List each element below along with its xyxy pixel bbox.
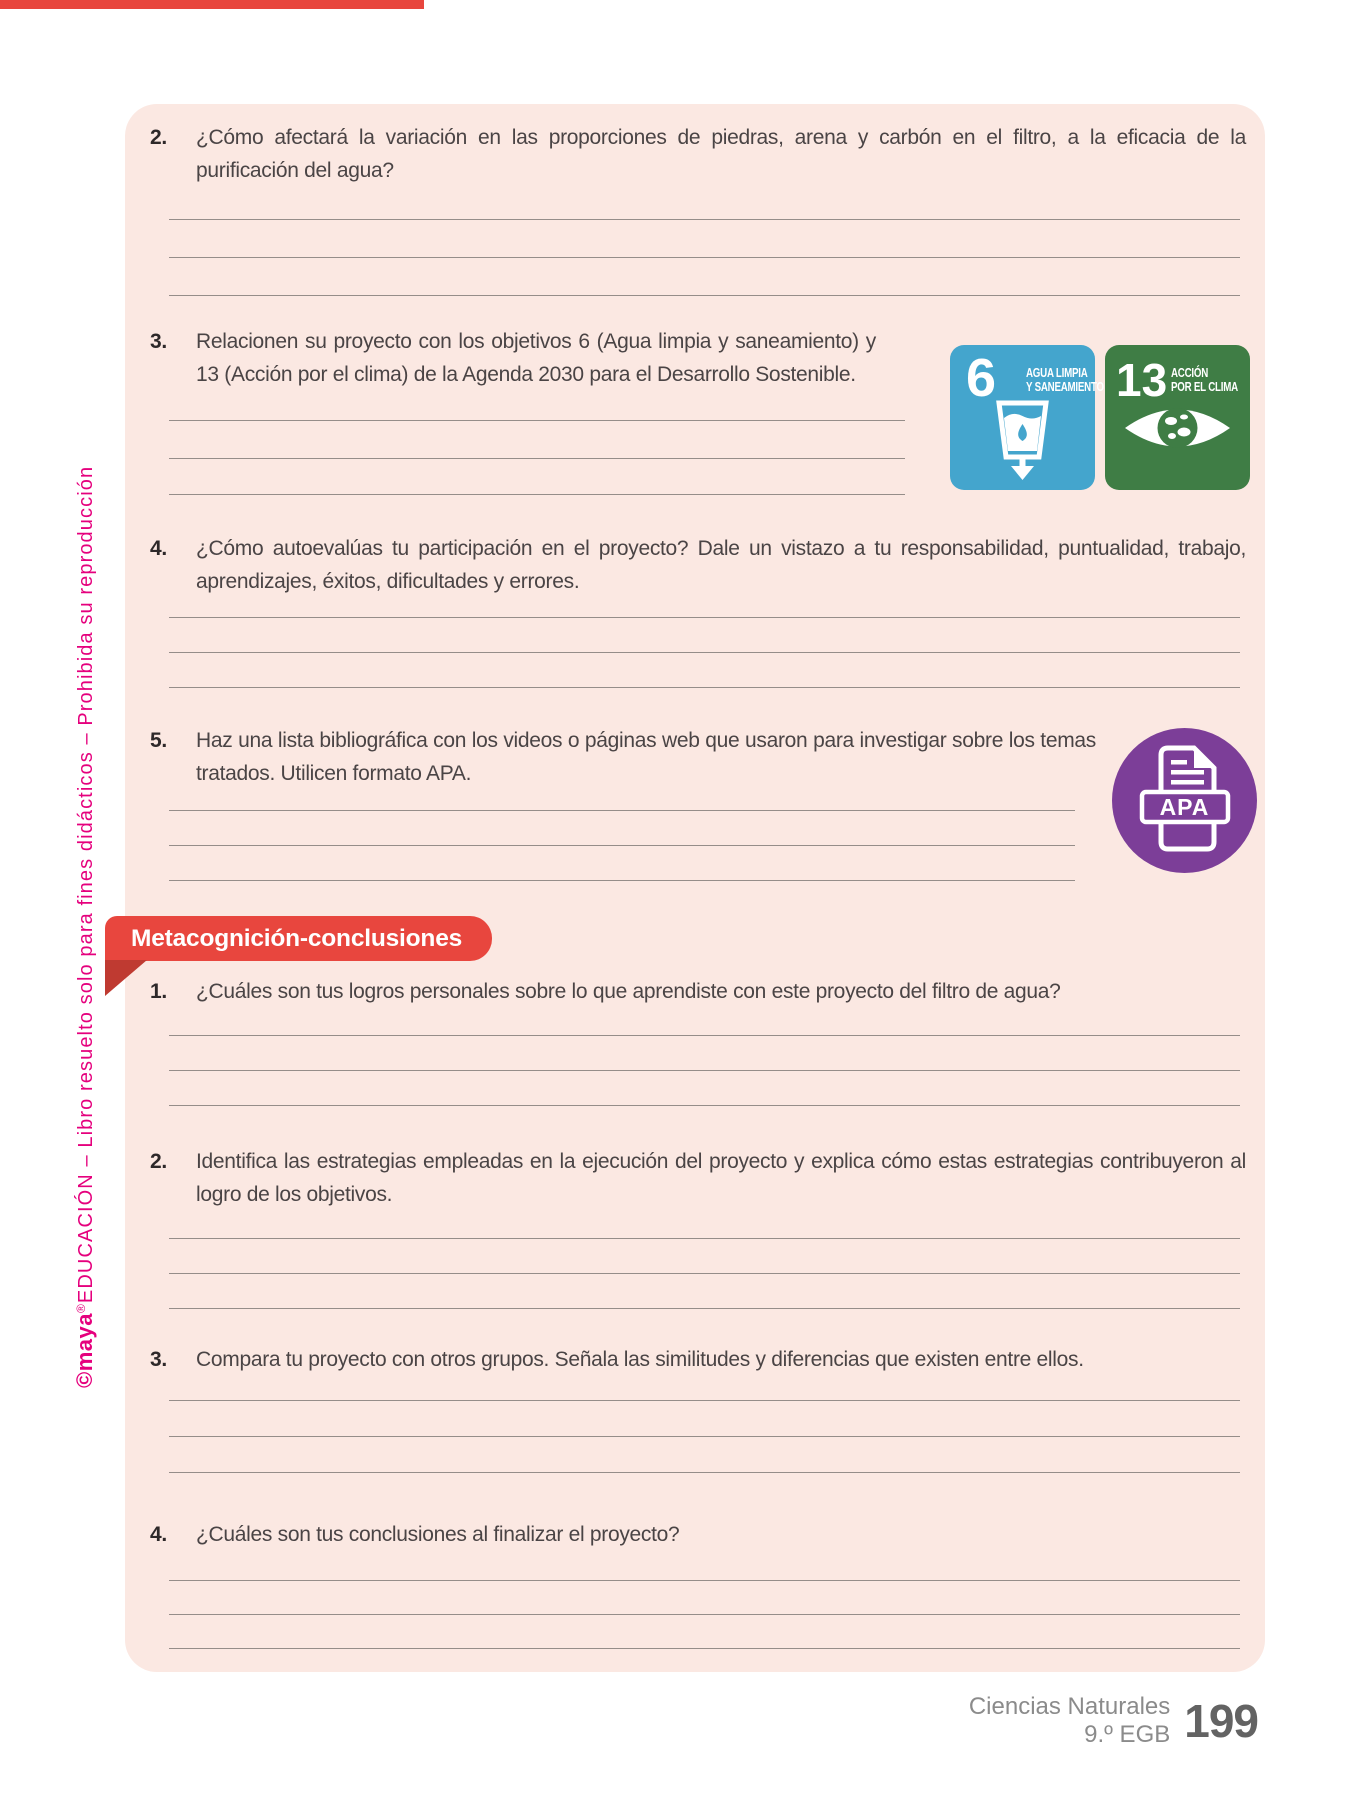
answer-line xyxy=(169,1273,1240,1274)
copyright-sidebar xyxy=(72,466,98,1388)
answer-line xyxy=(169,1648,1240,1649)
question-item xyxy=(150,1343,1246,1376)
answer-line xyxy=(169,1238,1240,1239)
question-text: ¿Cómo autoevalúas tu participación en el proyecto? Dale un vistazo a tu responsabilidad, puntualidad, trabajo, aprendizajes, éxitos, dificultades y errores. xyxy=(196,537,1246,593)
sdg-13-label: ACCIÓN POR EL CLIMA xyxy=(1171,366,1238,394)
answer-line xyxy=(169,1614,1240,1615)
question-number: 5. xyxy=(150,729,167,752)
answer-line xyxy=(169,295,1240,296)
question-number: 2. xyxy=(150,1150,167,1173)
sdg-goal-6-icon xyxy=(950,345,1104,490)
sdg-goal-13-icon xyxy=(1105,345,1250,490)
question-number: 3. xyxy=(150,1348,167,1371)
answer-line xyxy=(169,617,1240,618)
answer-line xyxy=(169,1035,1240,1036)
question-number: 4. xyxy=(150,1523,167,1546)
sdg-6-label: AGUA LIMPIA Y SANEAMIENTO xyxy=(1026,366,1104,394)
question-text: Haz una lista bibliográfica con los videos o páginas web que usaron para investigar sobre los temas tratados. Utilicen formato APA. xyxy=(196,729,1096,785)
answer-line xyxy=(169,458,905,459)
publisher-logo: ©maya xyxy=(72,1313,97,1388)
question-item xyxy=(150,975,1246,1008)
answer-line xyxy=(169,219,1240,220)
question-text: ¿Cuáles son tus logros personales sobre lo que aprendiste con este proyecto del filtro de agua? xyxy=(196,980,1061,1003)
question-number: 4. xyxy=(150,537,167,560)
question-number: 1. xyxy=(150,980,167,1003)
answer-line xyxy=(169,845,1075,846)
question-item xyxy=(150,121,1246,187)
footer xyxy=(969,1693,1258,1749)
copyright-text: EDUCACIÓN – Libro resuelto solo para fines didácticos – Prohibida su reproducción xyxy=(75,465,97,1304)
answer-line xyxy=(169,1400,1240,1401)
apa-label: APA xyxy=(1159,794,1210,820)
answer-line xyxy=(169,257,1240,258)
question-item xyxy=(150,1145,1246,1211)
sdg-13-number: 13 xyxy=(1116,354,1168,406)
badge-tail xyxy=(105,960,147,996)
question-text: Relacionen su proyecto con los objetivos 6 (Agua limpia y saneamiento) y 13 (Acción por el clima) de la Agenda 2030 para el Desarrollo Sostenible. xyxy=(196,330,876,386)
answer-line xyxy=(169,494,905,495)
water-glass-icon xyxy=(950,345,1095,490)
answer-line xyxy=(169,1580,1240,1581)
question-text: Identifica las estrategias empleadas en la ejecución del proyecto y explica cómo estas estrategias contribuyeron al logro de los objetivos. xyxy=(196,1150,1246,1206)
registered-mark: ® xyxy=(74,1303,88,1314)
answer-line xyxy=(169,1472,1240,1473)
footer-grade: 9.º EGB xyxy=(1084,1721,1171,1748)
answer-line xyxy=(169,1436,1240,1437)
footer-subject: Ciencias Naturales xyxy=(968,1693,1171,1720)
question-text: ¿Cómo afectará la variación en las proporciones de piedras, arena y carbón en el filtro, a la eficacia de la purificación del agua? xyxy=(196,126,1246,182)
answer-line xyxy=(169,652,1240,653)
page-number: 199 xyxy=(1184,1695,1258,1747)
answer-line xyxy=(169,1308,1240,1309)
metacognition-badge: Metacognición-conclusiones xyxy=(105,916,492,961)
question-item xyxy=(150,325,876,391)
answer-line xyxy=(169,810,1075,811)
answer-line xyxy=(169,880,1075,881)
answer-line xyxy=(169,420,905,421)
question-text: Compara tu proyecto con otros grupos. Señala las similitudes y diferencias que existen entre ellos. xyxy=(196,1348,1084,1371)
answer-line xyxy=(169,1105,1240,1106)
question-item xyxy=(150,724,1096,790)
eye-globe-icon xyxy=(1105,345,1250,490)
question-number: 3. xyxy=(150,330,167,353)
answer-line xyxy=(169,1070,1240,1071)
answer-line xyxy=(169,687,1240,688)
question-number: 2. xyxy=(150,126,167,149)
top-red-strip xyxy=(0,0,424,9)
sdg-6-number: 6 xyxy=(966,348,997,408)
footer-course xyxy=(969,1693,1170,1749)
apa-format-icon xyxy=(1112,728,1257,873)
question-item xyxy=(150,532,1246,598)
question-text: ¿Cuáles son tus conclusiones al finalizar el proyecto? xyxy=(196,1523,680,1546)
question-item xyxy=(150,1518,1246,1551)
